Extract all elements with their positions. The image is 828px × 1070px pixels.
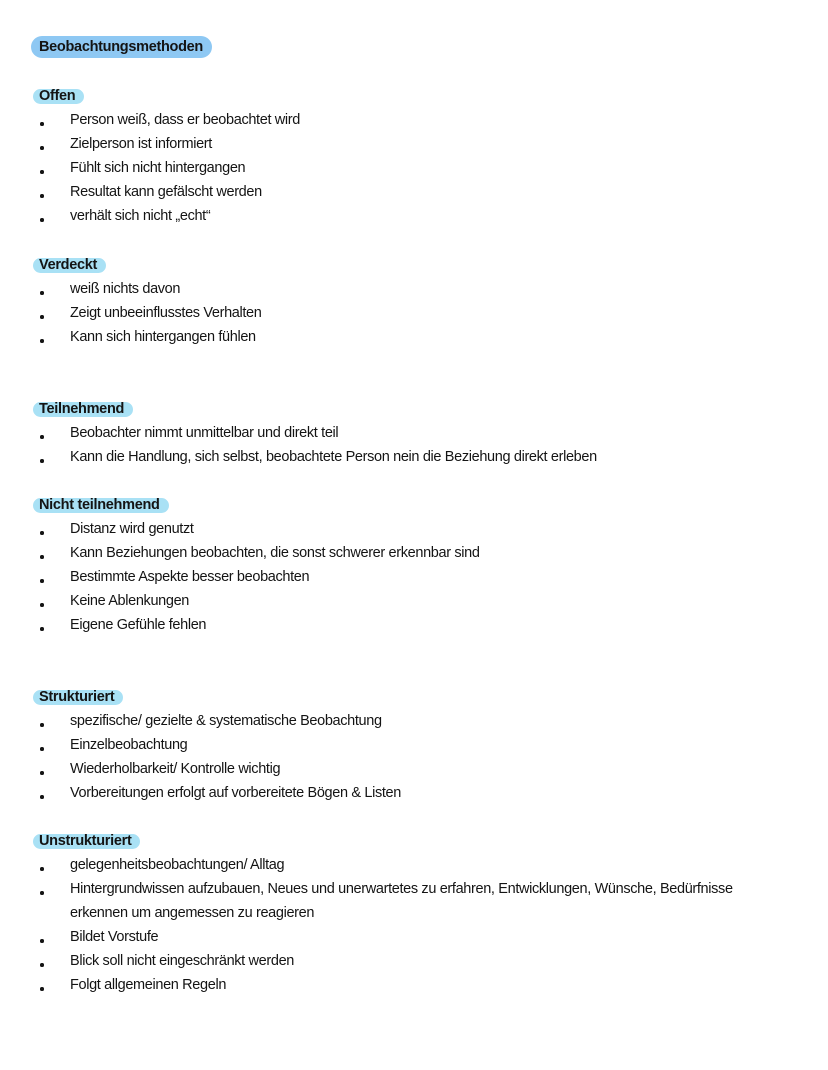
section-heading: Unstrukturiert	[33, 834, 140, 849]
section-heading: Teilnehmend	[33, 402, 133, 417]
bullet-icon	[40, 987, 44, 991]
list-item	[0, 450, 828, 474]
list-item-text: Resultat kann gefälscht werden	[70, 184, 262, 200]
list-item-text: Person weiß, dass er beobachtet wird	[70, 112, 300, 128]
list-item-text: Bildet Vorstufe	[70, 929, 159, 945]
bullet-icon	[40, 315, 44, 319]
list-item-text: Vorbereitungen erfolgt auf vorbereitete Bögen & Listen	[70, 785, 401, 801]
bullet-icon	[40, 194, 44, 198]
bullet-icon	[40, 122, 44, 126]
bullet-icon	[40, 723, 44, 727]
list-item-text: Blick soll nicht eingeschränkt werden	[70, 953, 294, 969]
bullet-icon	[40, 218, 44, 222]
list-item-text: Wiederholbarkeit/ Kontrolle wichtig	[70, 761, 281, 777]
bullet-icon	[40, 939, 44, 943]
bullet-icon	[40, 459, 44, 463]
list-item-text: Beobachter nimmt unmittelbar und direkt teil	[70, 425, 339, 441]
document-title: Beobachtungsmethoden	[31, 36, 212, 58]
section-heading: Strukturiert	[33, 690, 123, 705]
list-item-text: Fühlt sich nicht hintergangen	[70, 160, 246, 176]
bullet-list	[0, 714, 828, 810]
bullet-icon	[40, 291, 44, 295]
bullet-icon	[40, 579, 44, 583]
bullet-list	[0, 858, 828, 1002]
bullet-list	[0, 113, 828, 233]
list-item-text: Bestimmte Aspekte besser beobachten	[70, 569, 310, 585]
bullet-icon	[40, 867, 44, 871]
list-item-text: Zielperson ist informiert	[70, 136, 212, 152]
list-item-text: Kann sich hintergangen fühlen	[70, 329, 256, 345]
list-item-text: Folgt allgemeinen Regeln	[70, 977, 227, 993]
list-item-text: Kann die Handlung, sich selbst, beobachtete Person nein die Beziehung direkt erleben	[70, 449, 597, 465]
list-item-text: Eigene Gefühle fehlen	[70, 617, 207, 633]
bullet-icon	[40, 603, 44, 607]
list-item	[0, 618, 828, 642]
bullet-list	[0, 426, 828, 474]
section-heading: Offen	[33, 89, 84, 104]
bullet-icon	[40, 435, 44, 439]
list-item-text: Kann Beziehungen beobachten, die sonst schwerer erkennbar sind	[70, 545, 480, 561]
section-heading: Nicht teilnehmend	[33, 498, 169, 513]
bullet-icon	[40, 531, 44, 535]
list-item-text: Distanz wird genutzt	[70, 521, 194, 537]
bullet-icon	[40, 627, 44, 631]
list-item-text: verhält sich nicht „echt“	[70, 208, 211, 224]
bullet-icon	[40, 555, 44, 559]
list-item-text: spezifische/ gezielte & systematische Beobachtung	[70, 713, 382, 729]
bullet-list	[0, 282, 828, 354]
list-item-text: Keine Ablenkungen	[70, 593, 190, 609]
bullet-icon	[40, 339, 44, 343]
list-item-text: Einzelbeobachtung	[70, 737, 188, 753]
list-item	[0, 209, 828, 233]
bullet-list	[0, 522, 828, 642]
list-item	[0, 330, 828, 354]
list-item-text: weiß nichts davon	[70, 281, 181, 297]
bullet-icon	[40, 891, 44, 895]
bullet-icon	[40, 747, 44, 751]
bullet-icon	[40, 795, 44, 799]
section-heading: Verdeckt	[33, 258, 106, 273]
list-item-text: gelegenheitsbeobachtungen/ Alltag	[70, 857, 285, 873]
list-item	[0, 786, 828, 810]
bullet-icon	[40, 146, 44, 150]
list-item-text: Zeigt unbeeinflusstes Verhalten	[70, 305, 262, 321]
list-item-text: Hintergrundwissen aufzubauen, Neues und unerwartetes zu erfahren, Entwicklungen, Wünsche, Bedürfnisse erkennen um angemessen zu reagieren	[70, 881, 733, 921]
list-item	[0, 978, 828, 1002]
bullet-icon	[40, 170, 44, 174]
bullet-icon	[40, 771, 44, 775]
list-item	[0, 882, 828, 930]
bullet-icon	[40, 963, 44, 967]
